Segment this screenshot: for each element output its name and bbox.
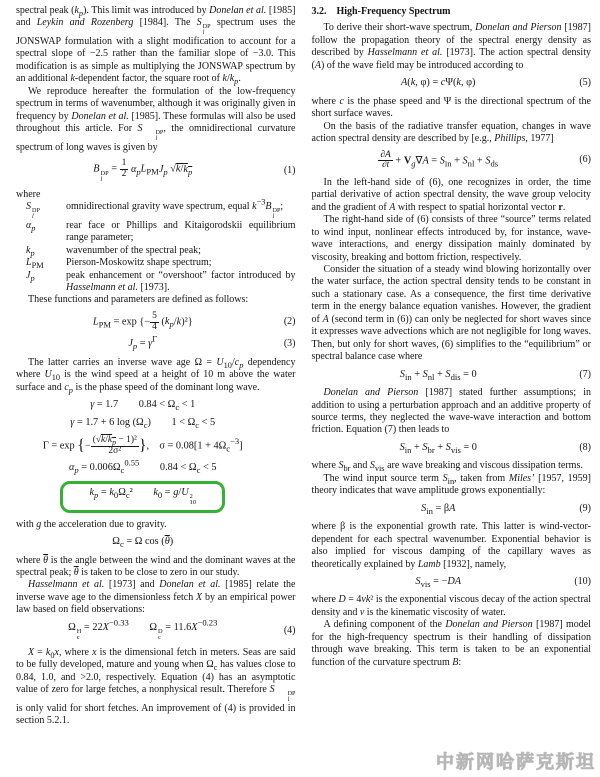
definition-description: Pierson-Moskowitz shape spectrum; <box>66 257 212 269</box>
equation-7 <box>312 369 592 381</box>
equation-body: γ = 1.7 + 6 $\log (\Omega_c)$ $1 < \Omega_c < 5$ <box>70 417 216 431</box>
paragraph: where $S_{br}$ and $S_{vis}$ are wave breaking and viscous dissipation terms. <box>311 460 583 474</box>
paragraph: where <box>16 188 41 200</box>
equation <box>16 399 296 411</box>
paragraph: Consider the situation of a steady wind blowing horizontally over the water surface, the action spectral density tends to be constant in such a stationary case. As a consequence, the first time derivative term in the energy balance equation vanishes. However, the gradient of A (second term in (6)) can only be neglected for short waves since it expresses wave advections which are not negligible for long waves. Then, but only for short waves, (6) simplifies to the “equilibrium” or spectral balance case where <box>311 264 591 363</box>
equation-body <box>16 481 270 513</box>
equation-body: $\frac{\partial A}{\partial t}$ + $V_g\nabla A = S_{in} + S_{nl} + S_{ds}$ <box>380 149 499 171</box>
equation-number: (9) <box>579 502 591 514</box>
definition-description: omnidirectional gravity wave spectrum, equal $k^{-3}B$ DP l ; <box>66 197 284 220</box>
equation-9 <box>312 503 592 515</box>
equation-6 <box>312 151 592 171</box>
paragraph: spectral peak $(k_p)$. This limit was introduced by Donelan et al. [1985] and Leykin and Rozenberg [1984]. The S DP l spectrum uses the JONSWAP formulation with a slight modification to account for a spectral slope of −2.5 rather than the familiar slope of −3.0. This modification is as simple as multiplying the JONSWAP spectrum by an additional k-dependent factor, the square root of $k/k_p$. <box>16 5 296 87</box>
paragraph: with g the acceleration due to gravity. <box>16 518 167 530</box>
definition-term: $k_p$ <box>26 244 35 258</box>
paragraph: The right-hand side of (6) consists of three “source” terms related to wind input, nonlinear effects introduced by, for instance, wave-wave interactions, and energy dissipation mainly dominated by viscosity, breaking and bottom friction, respectively. <box>311 214 591 263</box>
paragraph: $X = k_0x$, where x is the dimensional fetch in meters. Seas are said to be fully developed, mature and young when $\Omega_c$ has values close to 0.84, 1.0, and >2.0, respectively. Equation (4) has an asymptotic value of zero for large fetches, a nonphysical result. Therefore S DP l is only valid for short fetches. An improvement of (4) is provided in section 5.2.1. <box>16 646 296 727</box>
definition-description: wavenumber of the spectral peak; <box>66 244 201 256</box>
equation-number: (4) <box>283 625 296 637</box>
equation-body: $S_{in} + S_{nl} + S_{dis} = 0$ <box>399 368 477 382</box>
definition-item <box>16 220 296 245</box>
equation-body: $S_{vis} = -DA$ <box>415 575 462 590</box>
equation-5 <box>312 77 592 89</box>
definition-term: $J_p$ <box>26 269 35 283</box>
definition-description: rear face or Phillips and Kitaigorodskii equilibrium range parameter; <box>66 219 296 244</box>
paragraph: The latter carries an inverse wave age $\Omega = U_{10}/c_p$ dependency where $U_{10}$ is the wind speed at a height of 10 m above the water surface and $c_p$ is the phase speed of the dominant long wave. <box>16 356 296 395</box>
equation <box>16 536 296 548</box>
equation-body: Ω H c = $22X^{-0.33}$ Ω D c = $11.6X^{-0.23}$ <box>68 617 218 641</box>
paragraph: A defining component of the Donelan and Pierson [1987] model for the high-frequency spectrum is their handling of dissipation through wave breaking. This term is taken to be an exponential function of the curvature spectrum B: <box>311 619 592 668</box>
equation-number: (6) <box>579 154 591 166</box>
green-highlight-box: $k_p = k_0\Omega_c^2$ $k_0 = g/U$ 2 10 <box>60 481 225 513</box>
paragraph: These functions and parameters are defined as follows: <box>28 294 249 306</box>
equation-number: (10) <box>574 575 591 587</box>
paragraph: The wind input source term $S_{in}$, taken from Miles’ [1957, 1959] theory indicates that wave amplitude grows exponentially: <box>311 472 592 497</box>
equation-body: Γ = exp {− $\frac{(√k/k_p - 1)^2}{\text{2σ²}}$ }, $\sigma = 0.08[1 + 4\Omega_c^{-3}]$ <box>42 434 243 456</box>
definition-item <box>16 270 296 295</box>
paragraph: To derive their short-wave spectrum, Donelan and Pierson [1987] follow the propagation theory of the spectral energy density as described by Hasselmann et al. [1973]. The action spectral density (A) of the wave field may be introduced according to <box>311 22 591 71</box>
watermark: 中新网哈萨克斯坦 <box>436 752 596 773</box>
equation <box>16 417 296 429</box>
paragraph: We reproduce hereafter the formulation of the low-frequency spectrum in terms of wavenumber, although it was originally given in frequency by Donelan et al. [1985]. These formulas will also be used throughout this article. For S DP l , the omnidirectional curvature spectrum of long waves is given by <box>16 85 296 153</box>
equation-body: $L_{PM} = \exp$ {− $\frac{5}{4}$ $(k_p/k)^2$} <box>92 310 193 332</box>
equation-3 <box>16 333 296 352</box>
definition-item <box>16 257 296 269</box>
paragraph: where β is the exponential growth rate. This latter is wind-vector-dependent for each spectral wavenumber. Exponential behavior is also implied for viscous damping of the capillary waves as theoretically explained by Lamb [1932], namely, <box>311 521 591 570</box>
equation-number: (1) <box>283 164 296 176</box>
equation-body: $J_p = \gamma^\Gamma$ <box>128 333 158 352</box>
paragraph: where D = 4vk² is the exponential viscous decay of the action spectral density and v is the kinematic viscosity of water. <box>311 594 591 618</box>
equation-body: $S_{in} + S_{br} + S_{vis} = 0$ <box>399 441 477 455</box>
paragraph: where c is the phase speed and Ψ is the directional spectrum of the short surface waves. <box>311 95 591 120</box>
equation-body: $S_{in} = \beta A$ <box>421 502 456 516</box>
equation-10 <box>312 576 592 588</box>
equation-body: A(k, φ) = cΨ(k, φ) <box>400 77 476 89</box>
paragraph: where $\overline{\theta}$ is the angle between the wind and the dominant waves at the spectral peak; $\overline{\theta}$ is taken to be close to zero in our study. <box>16 554 296 579</box>
equation-number: (7) <box>579 368 591 380</box>
equation-number: (3) <box>283 338 296 350</box>
definition-item <box>16 245 296 257</box>
definition-term: $L_{PM}$ <box>26 257 44 271</box>
equation <box>16 436 296 456</box>
definition-item <box>16 197 296 220</box>
equation-body: $\alpha_p = 0.006\Omega_c^{0.55}$ $0.84 < \Omega_c < 5$ <box>69 457 217 476</box>
equation <box>16 457 296 476</box>
right-column <box>312 5 592 777</box>
equation-8 <box>312 442 592 454</box>
left-column <box>16 5 296 777</box>
equation-4 <box>16 617 296 641</box>
paragraph: Hasselmann et al. [1973] and Donelan et al. [1985] relate the inverse wave age to the dimensionless fetch X by an empirical power law based on field observations: <box>16 579 296 616</box>
equation-body: $\Omega_c = \Omega$ $\cos (\overline{\theta})$ <box>112 536 174 550</box>
equation <box>16 481 296 513</box>
definition-term: S DP l <box>26 201 40 220</box>
equation-number: (8) <box>579 441 591 453</box>
equation-number: (5) <box>579 77 591 89</box>
definition-term: $\alpha_p$ <box>26 219 36 233</box>
equation-body: B DP l = $\frac{1}{2}$ $\alpha_pL_{PM}J_p$ $√k/k_p$ <box>93 158 193 183</box>
equation-1 <box>16 159 296 183</box>
paragraph: Donelan and Pierson [1987] stated further assumptions; in addition to using a perturbation approach and an additive property of source terms, they neglected the wave-wave interaction and bottom friction. Equation (7) then leads to <box>311 387 591 436</box>
paragraph: In the left-hand side of (6), one recognizes in order, the time partial derivative of action spectral density, the wave group velocity and the gradient of A with respect to spatial horizontal vector r. <box>311 176 591 213</box>
equation-body: γ = 1.7 $0.84 < \Omega_c < 1$ <box>90 399 196 413</box>
definition-description: peak enhancement or “overshoot” factor introduced by Hasselmann et al. [1973]. <box>66 269 296 293</box>
equation-number: (2) <box>283 315 296 327</box>
equation-2 <box>16 312 296 332</box>
section-heading: 3.2. High-Frequency Spectrum <box>311 6 451 17</box>
paragraph: On the basis of the radiative transfer equation, changes in wave action spectral density are described by [e.g., Phillips, 1977] <box>311 120 591 145</box>
